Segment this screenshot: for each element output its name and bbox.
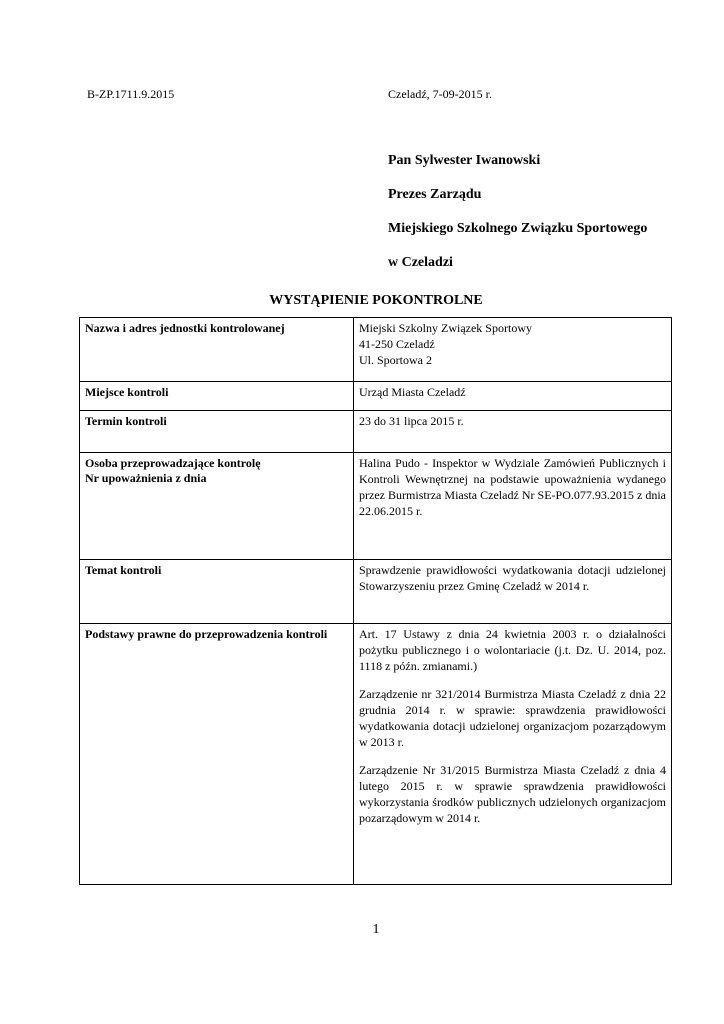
row-label-term: Termin kontroli <box>80 411 354 453</box>
addressee-position: Prezes Zarządu <box>388 187 482 202</box>
row-value-unit <box>354 318 672 382</box>
unit-name: Miejski Szkolny Związek Sportowy <box>359 321 532 335</box>
row-value-place: Urząd Miasta Czeladź <box>354 382 672 411</box>
inspector-label: Osoba przeprowadzające kontrolę <box>85 456 261 470</box>
place-date: Czeladź, 7-09-2015 r. <box>388 87 492 101</box>
row-value-legal-basis <box>354 624 672 885</box>
table-row <box>80 382 672 411</box>
authorization-label: Nr upoważnienia z dnia <box>85 471 207 485</box>
row-label-unit: Nazwa i adres jednostki kontrolowanej <box>80 318 354 382</box>
row-label-inspector <box>80 453 354 560</box>
document-reference: B-ZP.1711.9.2015 <box>87 87 175 101</box>
row-label-legal-basis: Podstawy prawne do przeprowadzenia kontroli <box>80 624 354 885</box>
row-value-term: 23 do 31 lipca 2015 r. <box>354 411 672 453</box>
table-row <box>80 453 672 560</box>
unit-postal-city: 41-250 Czeladź <box>359 337 435 351</box>
table-row <box>80 411 672 453</box>
addressee-name: Pan Sylwester Iwanowski <box>388 153 541 168</box>
row-value-inspector: Halina Pudo - Inspektor w Wydziale Zamówień Publicznych i Kontroli Wewnętrznej na podstawie upoważnienia wydanego przez Burmistrza Miasta Czeladź Nr SE-PO.077.93.2015 z dnia 22.06.2015 r. <box>354 453 672 560</box>
addressee-organization: Miejskiego Szkolnego Związku Sportowego <box>388 221 648 236</box>
row-label-place: Miejsce kontroli <box>80 382 354 411</box>
row-value-subject: Sprawdzenie prawidłowości wydatkowania dotacji udzielonej Stowarzyszeniu przez Gminę Czeladź w 2014 r. <box>354 560 672 624</box>
control-details-table <box>79 317 672 885</box>
legal-basis-order-321: Zarządzenie nr 321/2014 Burmistrza Miasta Czeladź z dnia 22 grudnia 2014 r. w sprawie: sprawdzenia prawidłowości wydatkowania dotacji udzielonej organizacjom pozarządowym w 2013 r. <box>359 687 666 749</box>
unit-street: Ul. Sportowa 2 <box>359 353 432 367</box>
page-number: 1 <box>372 922 380 937</box>
legal-basis-order-31: Zarządzenie Nr 31/2015 Burmistrza Miasta Czeladź z dnia 4 lutego 2015 r. w sprawie sprawdzenia prawidłowości wykorzystania środków publicznych udzielonych organizacjom pozarządowym w 2014 r. <box>359 763 666 825</box>
addressee-city: w Czeladzi <box>388 255 453 270</box>
table-row <box>80 624 672 885</box>
legal-basis-act: Art. 17 Ustawy z dnia 24 kwietnia 2003 r. o działalności pożytku publicznego i o wolontariacie (j.t. Dz. U. 2014, poz. 1118 z późn. zmianami.) <box>359 627 666 673</box>
table-row <box>80 318 672 382</box>
document-title: WYSTĄPIENIE POKONTROLNE <box>269 293 483 308</box>
table-row <box>80 560 672 624</box>
row-label-subject: Temat kontroli <box>80 560 354 624</box>
